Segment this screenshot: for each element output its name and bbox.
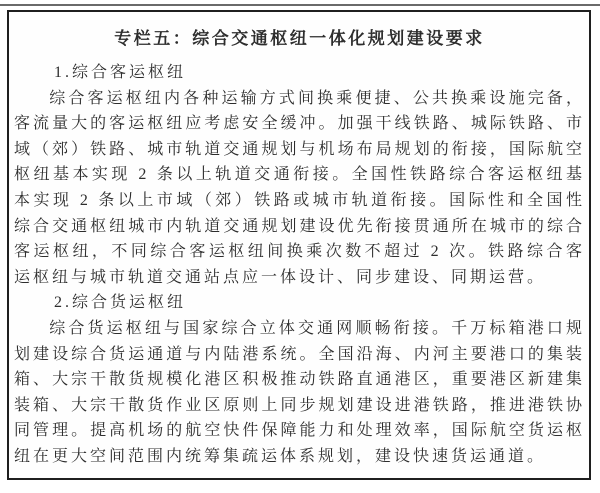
top-divider-line bbox=[0, 4, 600, 6]
column-five-panel bbox=[7, 10, 591, 480]
section-heading-freight-hub: 2.综合货运枢纽 bbox=[54, 294, 187, 312]
section-freight-hub bbox=[14, 290, 585, 469]
panel-title: 专栏五：综合交通枢纽一体化规划建设要求 bbox=[114, 29, 485, 48]
section-paragraph-freight-hub: 综合货运枢纽与国家综合立体交通网顺畅衔接。千万标箱港口规划建设综合货运通道与内陆港系统。全国沿海、内河主要港口的集装箱、大宗干散货规模化港区积极推动铁路直通港区，重要港区新建集装箱、大宗干散货作业区原则上同步规划建设进港铁路，推进港铁协同管理。提高机场的航空快件保障能力和处理效率，国际航空货运枢纽在更大空间范围内统筹集疏运体系规划，建设快速货运通道。 bbox=[14, 319, 585, 465]
section-passenger-hub bbox=[14, 60, 585, 290]
section-paragraph-passenger-hub: 综合客运枢纽内各种运输方式间换乘便捷、公共换乘设施完备，客流量大的客运枢纽应考虑安全缓冲。加强干线铁路、城际铁路、市域（郊）铁路、城市轨道交通规划与机场布局规划的衔接，国际航空枢纽基本实现 2 条以上轨道交通衔接。全国性铁路综合客运枢纽基本实现 2 条以上市域（郊）铁路或城市轨道衔接。国际性和全国性综合交通枢纽城市内轨道交通规划建设优先衔接贯通所在城市的综合客运枢纽，不同综合客运枢纽间换乘次数不超过 2 次。铁路综合客运枢纽与城市轨道交通站点应一体设计、同步建设、同期运营。 bbox=[14, 89, 585, 286]
section-heading-passenger-hub: 1.综合客运枢纽 bbox=[54, 64, 187, 81]
